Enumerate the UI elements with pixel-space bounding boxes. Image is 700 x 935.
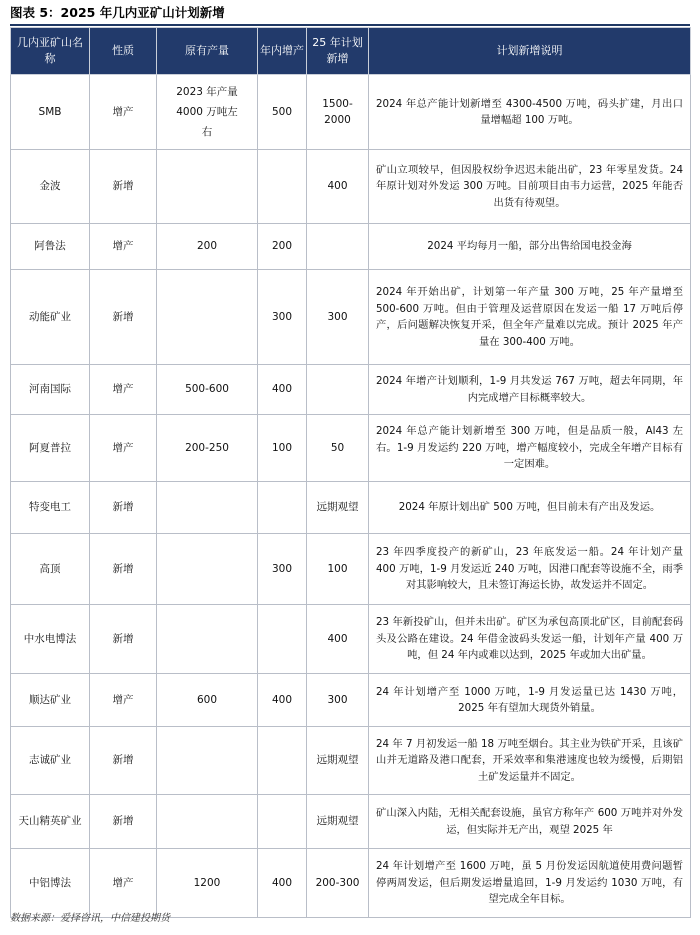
table-row: [11, 795, 691, 849]
source-note: 数据来源：爱择咨讯，中信建投期货: [10, 913, 170, 924]
cell-plan-2025: 300: [307, 674, 369, 727]
header-note: 计划新增说明: [369, 28, 691, 75]
cell-plan-2025: 远期观望: [307, 727, 369, 795]
cell-this-year: 400: [258, 674, 307, 727]
cell-mine: 河南国际: [11, 365, 90, 415]
cell-this-year: 400: [258, 849, 307, 918]
cell-mine: SMB: [11, 75, 90, 150]
cell-plan-2025: 50: [307, 415, 369, 482]
cell-mine: 高顶: [11, 534, 90, 605]
cell-note: 2024 平均每月一船，部分出售给国电投金海: [369, 224, 691, 270]
table-row: [11, 674, 691, 727]
cell-type: 增产: [90, 224, 157, 270]
cell-this-year: 200: [258, 224, 307, 270]
header-original: 原有产量: [157, 28, 258, 75]
cell-original: [157, 605, 258, 674]
figure-title: 图表 5：2025 年几内亚矿山计划新增: [10, 5, 225, 20]
cell-original: 600: [157, 674, 258, 727]
cell-type: 新增: [90, 605, 157, 674]
cell-type: 增产: [90, 415, 157, 482]
header-mine: 几内亚矿山名称: [11, 28, 90, 75]
cell-note: 23 年新投矿山，但并未出矿。矿区为承包高顶北矿区，目前配套码头及公路在建设。24 年借金波码头发运一船，计划年产量 400 万吨，但 24 年内或难以达到，2025 年或加大出矿量。: [369, 605, 691, 674]
cell-type: 增产: [90, 674, 157, 727]
table-row: [11, 849, 691, 918]
table-body: [11, 75, 691, 918]
cell-this-year: 300: [258, 534, 307, 605]
cell-plan-2025: 400: [307, 150, 369, 224]
table-row: [11, 224, 691, 270]
cell-mine: 金波: [11, 150, 90, 224]
cell-this-year: 100: [258, 415, 307, 482]
cell-mine: 动能矿业: [11, 270, 90, 365]
cell-type: 增产: [90, 75, 157, 150]
cell-this-year: [258, 150, 307, 224]
cell-this-year: [258, 727, 307, 795]
cell-this-year: [258, 605, 307, 674]
cell-original: [157, 727, 258, 795]
table-row: [11, 150, 691, 224]
cell-note: 2024 年开始出矿，计划第一年产量 300 万吨，25 年产量增至 500-600 万吨。但由于管理及运营原因在发运一船 17 万吨后停产，后问题解决恢复开采，但全年产量难以完成。预计 2025 年产量在 300-400 万吨。: [369, 270, 691, 365]
cell-this-year: [258, 795, 307, 849]
cell-note: 23 年四季度投产的新矿山，23 年底发运一船。24 年计划产量 400 万吨，1-9 月发运近 240 万吨，因港口配套等设施不全，雨季对其影响较大，且未签订海运长协，故发运并不固定。: [369, 534, 691, 605]
cell-note: 矿山深入内陆，无相关配套设施，虽官方称年产 600 万吨并对外发运，但实际并无产出，观望 2025 年: [369, 795, 691, 849]
cell-original: [157, 270, 258, 365]
cell-mine: 阿夏普拉: [11, 415, 90, 482]
cell-type: 新增: [90, 270, 157, 365]
cell-original: 200-250: [157, 415, 258, 482]
cell-original: [157, 534, 258, 605]
cell-original: 200: [157, 224, 258, 270]
cell-note: 2024 年总产能计划新增至 300 万吨，但是品质一般，Al43 左右。1-9 月发运约 220 万吨，增产幅度较小，完成全年增产目标有一定困难。: [369, 415, 691, 482]
table-row: [11, 365, 691, 415]
cell-type: 增产: [90, 849, 157, 918]
cell-original: 1200: [157, 849, 258, 918]
cell-original: 500-600: [157, 365, 258, 415]
cell-type: 新增: [90, 482, 157, 534]
cell-mine: 特变电工: [11, 482, 90, 534]
cell-original: [157, 482, 258, 534]
table-row: [11, 270, 691, 365]
cell-plan-2025: 300: [307, 270, 369, 365]
cell-type: 新增: [90, 150, 157, 224]
table-row: [11, 75, 691, 150]
table-row: [11, 415, 691, 482]
cell-this-year: 500: [258, 75, 307, 150]
cell-mine: 志诚矿业: [11, 727, 90, 795]
title-rule: [10, 24, 690, 26]
mine-plan-table: [10, 27, 691, 918]
table-row: [11, 727, 691, 795]
cell-this-year: [258, 482, 307, 534]
cell-type: 新增: [90, 534, 157, 605]
table-row: [11, 534, 691, 605]
cell-plan-2025: 200-300: [307, 849, 369, 918]
cell-note: 24 年计划增产至 1600 万吨，虽 5 月份发运因航道使用费问题暂停两周发运，但后期发运增量追回，1-9 月发运约 1030 万吨，有望完成全年目标。: [369, 849, 691, 918]
cell-this-year: 300: [258, 270, 307, 365]
cell-plan-2025: [307, 224, 369, 270]
table-header-row: [11, 28, 691, 75]
table-row: [11, 605, 691, 674]
cell-mine: 中铝博法: [11, 849, 90, 918]
cell-mine: 中水电博法: [11, 605, 90, 674]
cell-note: 2024 年总产能计划新增至 4300-4500 万吨，码头扩建，月出口量增幅超 100 万吨。: [369, 75, 691, 150]
cell-note: 24 年 7 月初发运一船 18 万吨至烟台。其主业为铁矿开采，且该矿山并无道路及港口配套，开采效率和集港速度也较为缓慢，后期铝土矿发运量并不固定。: [369, 727, 691, 795]
cell-note: 24 年计划增产至 1000 万吨，1-9 月发运量已达 1430 万吨，2025 年有望加大现货外销量。: [369, 674, 691, 727]
cell-original: [157, 795, 258, 849]
cell-note: 2024 年原计划出矿 500 万吨，但目前未有产出及发运。: [369, 482, 691, 534]
cell-type: 新增: [90, 727, 157, 795]
cell-mine: 阿鲁法: [11, 224, 90, 270]
cell-note: 2024 年增产计划顺利，1-9 月共发运 767 万吨，超去年同期，年内完成增产目标概率较大。: [369, 365, 691, 415]
cell-type: 新增: [90, 795, 157, 849]
cell-original: [157, 150, 258, 224]
cell-plan-2025: 远期观望: [307, 482, 369, 534]
header-type: 性质: [90, 28, 157, 75]
cell-plan-2025: [307, 365, 369, 415]
header-this-year: 年内增产: [258, 28, 307, 75]
cell-plan-2025: 100: [307, 534, 369, 605]
cell-plan-2025: 400: [307, 605, 369, 674]
cell-mine: 顺达矿业: [11, 674, 90, 727]
cell-this-year: 400: [258, 365, 307, 415]
cell-plan-2025: 1500-2000: [307, 75, 369, 150]
cell-type: 增产: [90, 365, 157, 415]
cell-mine: 天山精英矿业: [11, 795, 90, 849]
table-row: [11, 482, 691, 534]
header-plan-2025: 25 年计划新增: [307, 28, 369, 75]
cell-plan-2025: 远期观望: [307, 795, 369, 849]
cell-note: 矿山立项较早，但因股权纷争迟迟未能出矿，23 年零星发货。24 年原计划对外发运 300 万吨。目前项目由韦力运营，2025 年能否出货有待观望。: [369, 150, 691, 224]
cell-original: 2023 年产量 4000 万吨左右: [157, 75, 258, 150]
